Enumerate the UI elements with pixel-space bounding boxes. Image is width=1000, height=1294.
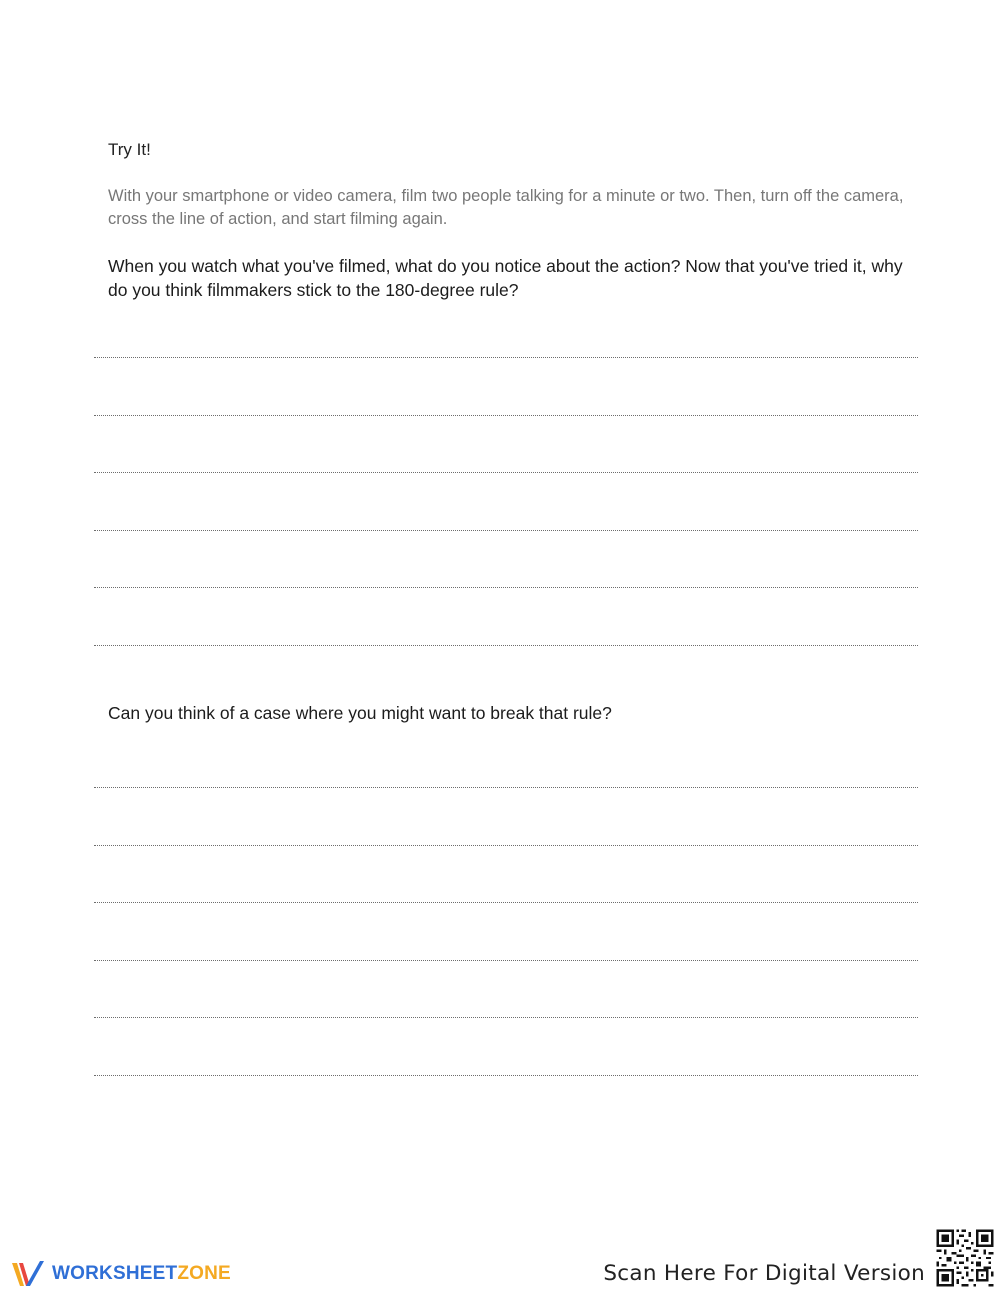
answer-line[interactable]: [94, 357, 918, 358]
answer-line[interactable]: [94, 960, 918, 961]
question-1: When you watch what you've filmed, what do you notice about the action? Now that you've tried it, why do you think filmmakers stick to the 180-degree rule?: [108, 256, 903, 300]
logo-mark-icon: [10, 1259, 48, 1289]
answer-lines-1: [94, 357, 918, 702]
answer-line[interactable]: [94, 530, 918, 531]
answer-line[interactable]: [94, 645, 918, 646]
answer-line[interactable]: [94, 587, 918, 588]
answer-lines-2: [94, 787, 918, 1132]
answer-line[interactable]: [94, 415, 918, 416]
scan-instruction: Scan Here For Digital Version: [603, 1261, 925, 1286]
answer-line[interactable]: [94, 1075, 918, 1076]
question-2: Can you think of a case where you might want to break that rule?: [108, 703, 612, 723]
worksheet-zone-logo[interactable]: [10, 1259, 231, 1289]
answer-line[interactable]: [94, 787, 918, 788]
qr-code-icon[interactable]: [934, 1227, 996, 1289]
logo-text: [52, 1263, 231, 1285]
intro-text: With your smartphone or video camera, film two people talking for a minute or two. Then, turn off the camera, cross the line of action, and start filming again.: [108, 187, 904, 228]
answer-line[interactable]: [94, 845, 918, 846]
section-title: Try It!: [108, 140, 151, 159]
logo-word-worksheet: WORKSHEET: [52, 1263, 178, 1284]
logo-word-zone: ZONE: [177, 1263, 231, 1284]
answer-line[interactable]: [94, 472, 918, 473]
answer-line[interactable]: [94, 1017, 918, 1018]
answer-line[interactable]: [94, 902, 918, 903]
